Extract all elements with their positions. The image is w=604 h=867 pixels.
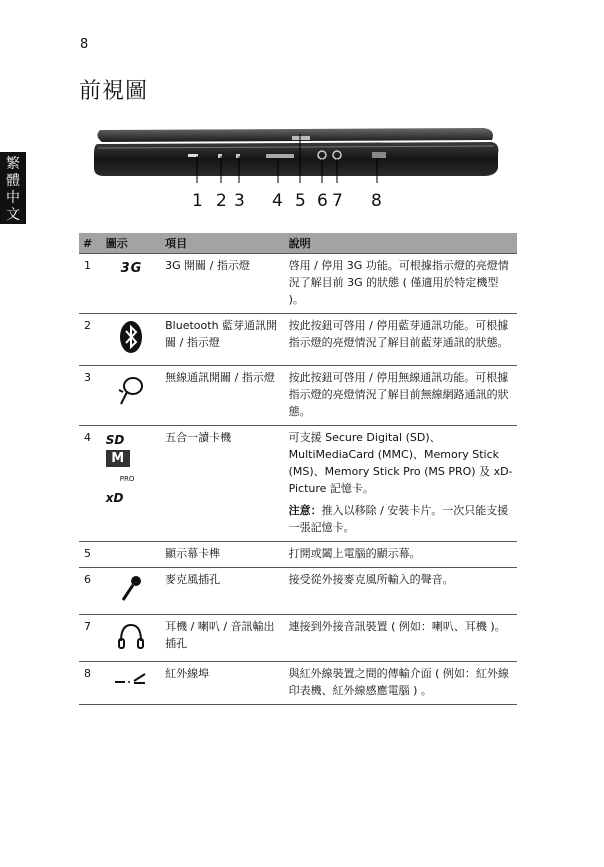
page-number: 8 xyxy=(80,37,89,52)
row-description: 按此按鈕可啓用 / 停用無線通訊功能。可根據指示燈的亮燈情況了解目前無線網路通訊的狀態。 xyxy=(285,366,517,426)
table-header-row xyxy=(79,233,517,254)
language-tab xyxy=(0,152,26,224)
header-icon: 圖示 xyxy=(102,233,161,254)
note-label: 注意： xyxy=(288,504,322,517)
xd-logo-icon: xD xyxy=(105,491,124,505)
header-item: 項目 xyxy=(161,233,284,254)
row-number: 1 xyxy=(79,254,102,314)
microphone-icon xyxy=(102,568,161,615)
description-text: 可支援 Secure Digital (SD)、MultiMediaCard (MMC)、Memory Stick (MS)、Memory Stick Pro (MS PRO) 及 xD-Picture 記憶卡。 xyxy=(288,431,513,495)
row-description: 與紅外線裝置之間的傳輸介面 ( 例如：紅外線印表機、紅外線感應電腦 ) 。 xyxy=(285,662,517,705)
row-description xyxy=(285,426,517,542)
page-title: 前視圖 xyxy=(79,79,149,104)
table-row xyxy=(79,314,517,366)
card-reader-logos-icon xyxy=(102,426,161,542)
callout-label: 3 xyxy=(234,191,245,211)
bluetooth-icon xyxy=(102,314,161,366)
header-description: 說明 xyxy=(285,233,517,254)
ms-pro-logo-icon: PRO xyxy=(119,475,135,483)
row-description: 啓用 / 停用 3G 功能。可根據指示燈的亮燈情況了解目前 3G 的狀態 ( 僅適用於特定機型 )。 xyxy=(285,254,517,314)
row-icon-empty xyxy=(102,542,161,568)
infrared-icon xyxy=(102,662,161,705)
row-description: 按此按鈕可啓用 / 停用藍芽通訊功能。可根據指示燈的亮燈情況了解目前藍芽通訊的狀態。 xyxy=(285,314,517,366)
memory-stick-logo-icon: M xyxy=(106,450,130,467)
3g-icon-text: 3G xyxy=(120,261,143,276)
note-text: 推入以移除 / 安裝卡片。一次只能支援一張記憶卡。 xyxy=(288,504,509,534)
row-number: 7 xyxy=(79,615,102,662)
row-number: 8 xyxy=(79,662,102,705)
table-row xyxy=(79,254,517,314)
table-row xyxy=(79,426,517,542)
row-item: 無線通訊開關 / 指示燈 xyxy=(161,366,284,426)
callout-label: 8 xyxy=(371,191,382,211)
callout-label: 2 xyxy=(216,191,227,211)
note-paragraph xyxy=(289,502,513,536)
row-number: 5 xyxy=(79,542,102,568)
table-row xyxy=(79,615,517,662)
table-row xyxy=(79,662,517,705)
row-item: 顯示幕卡榫 xyxy=(161,542,284,568)
laptop-front-view-illustration xyxy=(84,106,504,218)
table-row xyxy=(79,568,517,615)
row-description: 打開或闔上電腦的顯示幕。 xyxy=(285,542,517,568)
language-tab-char: 繁 xyxy=(6,156,20,172)
callout-label: 6 xyxy=(317,191,328,211)
headphones-icon xyxy=(102,615,161,662)
row-item: 五合一讀卡機 xyxy=(161,426,284,542)
row-number: 2 xyxy=(79,314,102,366)
row-number: 3 xyxy=(79,366,102,426)
front-view-table xyxy=(79,233,517,705)
callout-label: 7 xyxy=(332,191,343,211)
row-description: 接受從外接麥克風所輸入的聲音。 xyxy=(285,568,517,615)
language-tab-char: 體 xyxy=(6,173,20,189)
callout-label: 5 xyxy=(295,191,306,211)
row-item: 3G 開關 / 指示燈 xyxy=(161,254,284,314)
callout-label: 4 xyxy=(272,191,283,211)
table-row xyxy=(79,366,517,426)
language-tab-char: 中 xyxy=(6,190,20,206)
table-row xyxy=(79,542,517,568)
row-description: 連接到外接音訊裝置 ( 例如：喇叭、耳機 )。 xyxy=(285,615,517,662)
row-item: 紅外線埠 xyxy=(161,662,284,705)
row-item: 耳機 / 喇叭 / 音訊輸出插孔 xyxy=(161,615,284,662)
row-number: 4 xyxy=(79,426,102,542)
row-number: 6 xyxy=(79,568,102,615)
wireless-icon xyxy=(102,366,161,426)
language-tab-char: 文 xyxy=(6,207,20,223)
row-item: Bluetooth 藍芽通訊開關 / 指示燈 xyxy=(161,314,284,366)
callout-label: 1 xyxy=(192,191,203,211)
header-num: # xyxy=(79,233,102,254)
sd-logo-icon: SD xyxy=(105,433,125,447)
3g-icon xyxy=(102,254,161,314)
row-item: 麥克風插孔 xyxy=(161,568,284,615)
